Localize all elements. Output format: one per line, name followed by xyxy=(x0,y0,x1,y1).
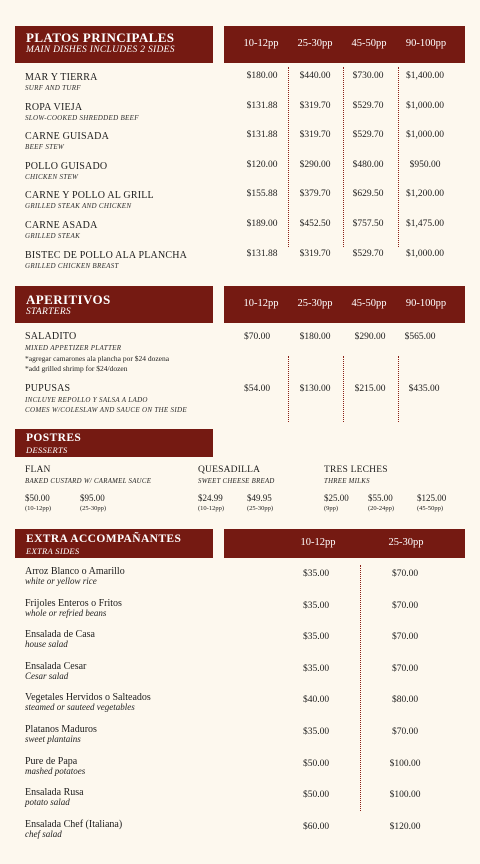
sides-price-header xyxy=(224,529,465,558)
price-25-30pp: $319.70 xyxy=(299,248,331,259)
side-desc: mashed potatoes xyxy=(25,765,86,776)
item-name: SALADITO xyxy=(25,331,77,342)
item-desc: BEEF STEW xyxy=(25,143,65,152)
section-title: EXTRA ACCOMPAÑANTES xyxy=(26,533,182,545)
item-desc: GRILLED STEAK AND CHICKEN xyxy=(25,202,132,211)
price-25-30pp: $120.00 xyxy=(389,821,421,832)
price-45-50pp: $730.00 xyxy=(352,71,384,81)
dessert-name: TRES LECHES xyxy=(324,465,388,475)
starters-title-bar xyxy=(15,286,213,323)
price-45-50pp: $529.70 xyxy=(352,248,384,259)
item-name: CARNE ASADA xyxy=(25,220,98,231)
item-note: *add grilled shrimp for $24/dozen xyxy=(25,364,128,373)
side-name: Vegetales Hervidos o Salteados xyxy=(25,692,151,704)
dessert-desc: BAKED CUSTARD W/ CARAMEL SAUCE xyxy=(25,478,152,485)
dessert-name: FLAN xyxy=(25,465,51,475)
starters-price-header xyxy=(224,286,465,323)
dessert-desc: THREE MILKS xyxy=(324,478,370,485)
price-10-12pp: $131.88 xyxy=(246,248,278,259)
price-45-50pp: $529.70 xyxy=(352,100,384,111)
price-25-30pp: $70.00 xyxy=(391,663,419,674)
dessert-size: (25-30pp) xyxy=(247,505,273,512)
price-25-30pp: $452.50 xyxy=(299,219,331,229)
item-desc-2: COMES W/COLESLAW AND SAUCE ON THE SIDE xyxy=(25,406,187,414)
price-25-30pp: $70.00 xyxy=(391,569,419,579)
item-desc: SLOW-COOKED SHREDDED BEEF xyxy=(25,113,139,122)
price-90-100pp: $1,400.00 xyxy=(406,71,444,81)
price-10-12pp: $35.00 xyxy=(302,663,330,674)
price-45-50pp: $290.00 xyxy=(354,332,386,342)
header-10-12pp: 10-12pp xyxy=(243,298,279,309)
price-90-100pp: $1,475.00 xyxy=(406,219,444,229)
dessert-desc: SWEET CHEESE BREAD xyxy=(198,478,275,485)
dessert-price: $55.00 xyxy=(368,493,393,503)
side-name: Ensalada Rusa xyxy=(25,787,84,799)
price-10-12pp: $131.88 xyxy=(246,130,278,141)
header-10-12pp: 10-12pp xyxy=(243,38,279,49)
price-10-12pp: $50.00 xyxy=(302,790,330,801)
side-name: Ensalada de Casa xyxy=(25,629,95,641)
header-25-30pp: 25-30pp xyxy=(297,298,333,309)
section-title: POSTRES xyxy=(26,432,82,444)
header-10-12pp: 10-12pp xyxy=(300,537,336,548)
price-45-50pp: $215.00 xyxy=(354,384,386,394)
item-name: CARNE Y POLLO AL GRILL xyxy=(25,190,154,202)
price-25-30pp: $100.00 xyxy=(389,758,421,769)
side-desc: Cesar salad xyxy=(25,670,69,681)
price-10-12pp: $120.00 xyxy=(246,159,278,170)
divider-dots xyxy=(360,565,361,811)
side-name: Frijoles Enteros o Fritos xyxy=(25,597,122,609)
dessert-size: (10-12pp) xyxy=(25,505,51,512)
side-desc: chef salad xyxy=(25,828,62,839)
dessert-price: $95.00 xyxy=(80,493,105,503)
section-subtitle: EXTRA SIDES xyxy=(26,546,80,556)
side-desc: sweet plantains xyxy=(25,734,81,744)
price-25-30pp: $70.00 xyxy=(391,600,419,611)
price-90-100pp: $950.00 xyxy=(409,159,441,170)
dessert-name: QUESADILLA xyxy=(198,465,261,475)
price-25-30pp: $319.70 xyxy=(299,130,331,141)
item-desc: SURF AND TURF xyxy=(25,84,81,92)
price-25-30pp: $70.00 xyxy=(391,632,419,643)
item-name: ROPA VIEJA xyxy=(25,101,83,113)
price-10-12pp: $60.00 xyxy=(302,821,330,832)
dessert-price: $49.95 xyxy=(247,493,272,503)
header-25-30pp: 25-30pp xyxy=(388,537,424,548)
price-10-12pp: $35.00 xyxy=(302,569,330,579)
price-10-12pp: $180.00 xyxy=(246,71,278,81)
side-name: Ensalada Cesar xyxy=(25,660,87,672)
item-desc: GRILLED CHICKEN BREAST xyxy=(25,261,119,270)
price-90-100pp: $1,000.00 xyxy=(406,100,444,111)
item-desc: INCLUYE REPOLLO Y SALSA A LADO xyxy=(25,396,148,404)
header-45-50pp: 45-50pp xyxy=(351,38,387,49)
price-25-30pp: $100.00 xyxy=(389,790,421,801)
price-10-12pp: $35.00 xyxy=(302,727,330,737)
side-desc: steamed or sauteed vegetables xyxy=(25,702,135,713)
price-25-30pp: $130.00 xyxy=(299,384,331,394)
dessert-price: $25.00 xyxy=(324,493,349,503)
price-45-50pp: $757.50 xyxy=(352,219,384,229)
price-90-100pp: $435.00 xyxy=(408,384,440,394)
price-10-12pp: $70.00 xyxy=(243,332,271,342)
price-10-12pp: $155.88 xyxy=(246,189,278,200)
section-subtitle: MAIN DISHES INCLUDES 2 SIDES xyxy=(26,45,175,55)
side-desc: house salad xyxy=(25,639,68,650)
price-25-30pp: $180.00 xyxy=(299,332,331,342)
section-subtitle: STARTERS xyxy=(26,307,71,317)
price-25-30pp: $80.00 xyxy=(391,695,419,706)
price-25-30pp: $379.70 xyxy=(299,189,331,200)
item-name: POLLO GUISADO xyxy=(25,160,108,172)
header-90-100pp: 90-100pp xyxy=(405,38,447,49)
dessert-size: (45-50pp) xyxy=(417,505,443,512)
price-10-12pp: $189.00 xyxy=(246,219,278,229)
item-name: CARNE GUISADA xyxy=(25,131,109,143)
section-title: APERITIVOS xyxy=(26,292,111,307)
item-name: PUPUSAS xyxy=(25,383,71,394)
price-90-100pp: $565.00 xyxy=(404,332,436,342)
mains-title-bar xyxy=(15,26,213,63)
dessert-price: $50.00 xyxy=(25,493,50,503)
dessert-size: (20-24pp) xyxy=(368,505,394,512)
dessert-size: (25-30pp) xyxy=(80,505,106,512)
item-note: *agregar camarones ala plancha por $24 dozena xyxy=(25,354,170,363)
section-title: PLATOS PRINCIPALES xyxy=(26,30,175,45)
dessert-size: (9pp) xyxy=(324,505,339,512)
dessert-size: (10-12pp) xyxy=(198,505,224,512)
side-name: Pure de Papa xyxy=(25,755,78,767)
price-10-12pp: $131.88 xyxy=(246,100,278,111)
price-90-100pp: $1,200.00 xyxy=(406,189,444,200)
side-name: Ensalada Chef (Italiana) xyxy=(25,818,123,830)
desserts-title-bar xyxy=(15,429,213,457)
price-45-50pp: $529.70 xyxy=(352,130,384,141)
header-25-30pp: 25-30pp xyxy=(297,38,333,49)
price-45-50pp: $629.50 xyxy=(352,189,384,200)
price-25-30pp: $290.00 xyxy=(299,159,331,170)
side-name: Platanos Maduros xyxy=(25,724,97,735)
price-10-12pp: $35.00 xyxy=(302,600,330,611)
side-name: Arroz Blanco o Amarillo xyxy=(25,566,125,577)
header-45-50pp: 45-50pp xyxy=(351,298,387,309)
price-25-30pp: $319.70 xyxy=(299,100,331,111)
price-25-30pp: $440.00 xyxy=(299,71,331,81)
side-desc: whole or refried beans xyxy=(25,607,107,618)
sides-title-bar xyxy=(15,529,213,558)
item-name: MAR Y TIERRA xyxy=(25,72,98,83)
price-90-100pp: $1,000.00 xyxy=(406,130,444,141)
price-10-12pp: $40.00 xyxy=(302,695,330,706)
dessert-price: $125.00 xyxy=(417,493,447,503)
item-name: BISTEC DE POLLO ALA PLANCHA xyxy=(25,249,188,261)
section-subtitle: DESSERTS xyxy=(26,445,68,455)
dessert-price: $24.99 xyxy=(198,493,223,503)
price-10-12pp: $35.00 xyxy=(302,632,330,643)
price-10-12pp: $54.00 xyxy=(243,384,271,394)
price-10-12pp: $50.00 xyxy=(302,758,330,769)
item-desc: GRILLED STEAK xyxy=(25,232,81,240)
price-25-30pp: $70.00 xyxy=(391,727,419,737)
mains-price-header xyxy=(224,26,465,63)
item-desc: MIXED APPETIZER PLATTER xyxy=(25,344,122,352)
price-45-50pp: $480.00 xyxy=(352,159,384,170)
price-90-100pp: $1,000.00 xyxy=(406,248,444,259)
side-desc: potato salad xyxy=(25,797,70,808)
side-desc: white or yellow rice xyxy=(25,576,97,586)
header-90-100pp: 90-100pp xyxy=(405,298,447,309)
item-desc: CHICKEN STEW xyxy=(25,172,79,181)
